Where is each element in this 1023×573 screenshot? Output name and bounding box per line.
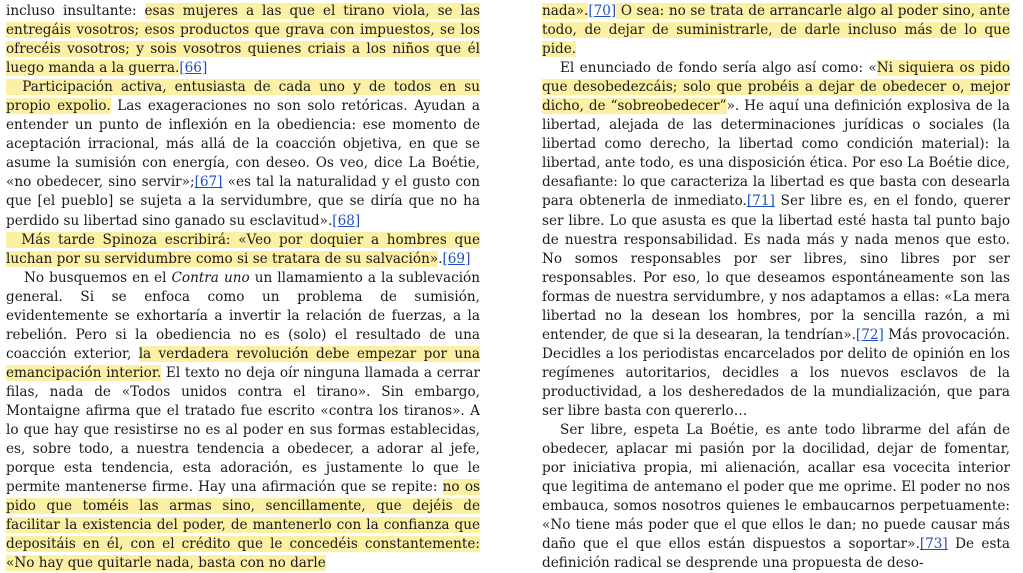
highlight[interactable]: esas mujeres a las que el tirano viola, se las entregáis vosotros; esos productos que grava con impuestos, se los ofrecéis vosotros; y sois vosotros quienes criais a los niños que él luego manda a la guerra. xyxy=(6,3,480,77)
book-title: Contra uno xyxy=(171,269,250,286)
text-span: No busquemos en el xyxy=(24,269,172,286)
highlight[interactable] xyxy=(6,232,480,267)
footnote-link-73[interactable]: [73] xyxy=(919,536,948,553)
footnote-link-72[interactable]: [72] xyxy=(855,326,884,343)
text-span: incluso insultante: xyxy=(6,3,145,19)
highlight-text: Participación activa, entusiasta de cada uno y de todos en su propio expolio. xyxy=(6,79,480,115)
highlight[interactable]: nada». xyxy=(542,3,589,19)
highlight-text: Más tarde Spinoza escribirá: «Veo por doquier a hombres que luchan por su servidumbre como si se tratara de su salvación» xyxy=(6,231,480,267)
footnote-link-66[interactable]: [66] xyxy=(179,60,208,77)
paragraph xyxy=(542,421,1010,573)
footnote-link-70[interactable]: [70] xyxy=(588,3,617,19)
text-span: De esta definición radical se desprende una propuesta de deso- xyxy=(542,536,1010,572)
left-text-column xyxy=(6,2,480,573)
paragraph xyxy=(542,2,1010,59)
text-span: Las exageraciones no son solo retóricas. Ayudan a entender un punto de inflexión en la obediencia: ese momento de aceptación irracional, más allá de la coacción objetiva, en que se asume la sumisión con energía, con deseo. Os veo, dice La Boétie, «no obedecer, sino servir»; xyxy=(6,98,480,191)
text-span: un llamamiento a la sublevación general. Si se enfoca como un problema de sumisión, evidentemente se exhortaría a invertir la relación de fuerzas, a la rebelión. Pero si la obediencia no es (solo) el resultado de una coacción exterior, xyxy=(6,269,480,362)
footnote-link-68[interactable]: [68] xyxy=(332,212,361,229)
text-span: «es tal la naturalidad y el gusto con que [el pueblo] se sujeta a la servidumbre, que se diría que no ha perdido su libertad sino ganado su esclavitud». xyxy=(6,174,480,229)
text-span: Ser libre es, en el fondo, querer ser libre. Lo que asusta es que la libertad esté hasta tal punto bajo de nuestra responsabilidad. Es nada más y nada menos que esto. No somos responsables por ser libres, sino libres por ser responsables. Por eso, lo que deseamos espontáneamente son las formas de nuestra servidumbre, y nos adaptamos a ellas: «La mera libertad no la desean los hombres, por la sencilla razón, a mi entender, de que si la desearan, la tendrían». xyxy=(542,193,1011,343)
footnote-link-67[interactable]: [67] xyxy=(194,174,223,191)
text-span: ». He aquí una definición explosiva de la libertad, alejada de las determinaciones jurídicas o sociales (la libertad como derecho, la libertad como condición material): la libertad, ante todo, es una disposición ética. Por eso La Boétie dice, desafiante: lo que caracteriza la libertad es que basta con desearla para obtenerla de inmediato. xyxy=(542,98,1010,210)
footnote-link-69[interactable]: [69] xyxy=(442,250,471,267)
paragraph xyxy=(542,59,1010,421)
text-span: Más provocación. Decidles a los periodistas encarcelados por delito de opinión en los regímenes autoritarios, decidles a los nuevos esclavos de la productividad, a los desheredados de la mundialización, que para ser libre basta con quererlo… xyxy=(542,326,1010,419)
highlight[interactable]: la verdadera revolución debe empezar por una emancipación interior. xyxy=(6,345,480,381)
footnote-link-71[interactable]: [71] xyxy=(746,193,775,210)
text-span: . xyxy=(438,250,443,267)
paragraph xyxy=(6,269,480,573)
text-span: El texto no deja oír ninguna llamada a cerrar filas, nada de «Todos unidos contra el tirano». Sin embargo, Montaigne afirma que el tratado fue escrito «contra los tiranos». A lo que hay que resistirse no es al poder en sus formas establecidas, es, sobre todo, a nuestra tendencia a obedecer, a adorar al jefe, porque esta tendencia, esta adoración, es justamente lo que le permite mantenerse firme. Hay una afirmación que se repite: xyxy=(6,364,481,496)
text-span: El enunciado de fondo sería algo así como: « xyxy=(560,60,877,77)
right-text-column xyxy=(542,2,1010,573)
highlight[interactable]: Ni siquiera os pido que desobedezcáis; solo que probéis a dejar de obedecer o, mejor dicho, de “sobreobedecer” xyxy=(542,60,1011,115)
highlight[interactable]: no os pido que toméis las armas sino, sencillamente, que dejéis de facilitar la existencia del poder, de mantenerlo con la confianza que depositáis en él, con el crédito que le concedéis constantemente: «No hay que quitarle nada, basta con no darle xyxy=(6,479,481,572)
highlight[interactable]: O sea: no se trata de arrancarle algo al poder sino, ante todo, de dejar de suministrarle, de darle incluso más de lo que pide. xyxy=(542,3,1010,58)
paragraph xyxy=(6,2,480,269)
text-span: Ser libre, espeta La Boétie, es ante todo librarme del afán de obedecer, aplacar mi pasión por la docilidad, dejar de fomentar, por iniciativa propia, mi alienación, acallar esa vocecita interior que legitima de antemano el poder que me oprime. El poder no nos embauca, somos nosotros quienes le embaucarnos perpetuamente: «No tiene más poder que el que ellos le dan; no puede causar más daño que el que ellos están dispuestos a soportar». xyxy=(542,422,1010,553)
